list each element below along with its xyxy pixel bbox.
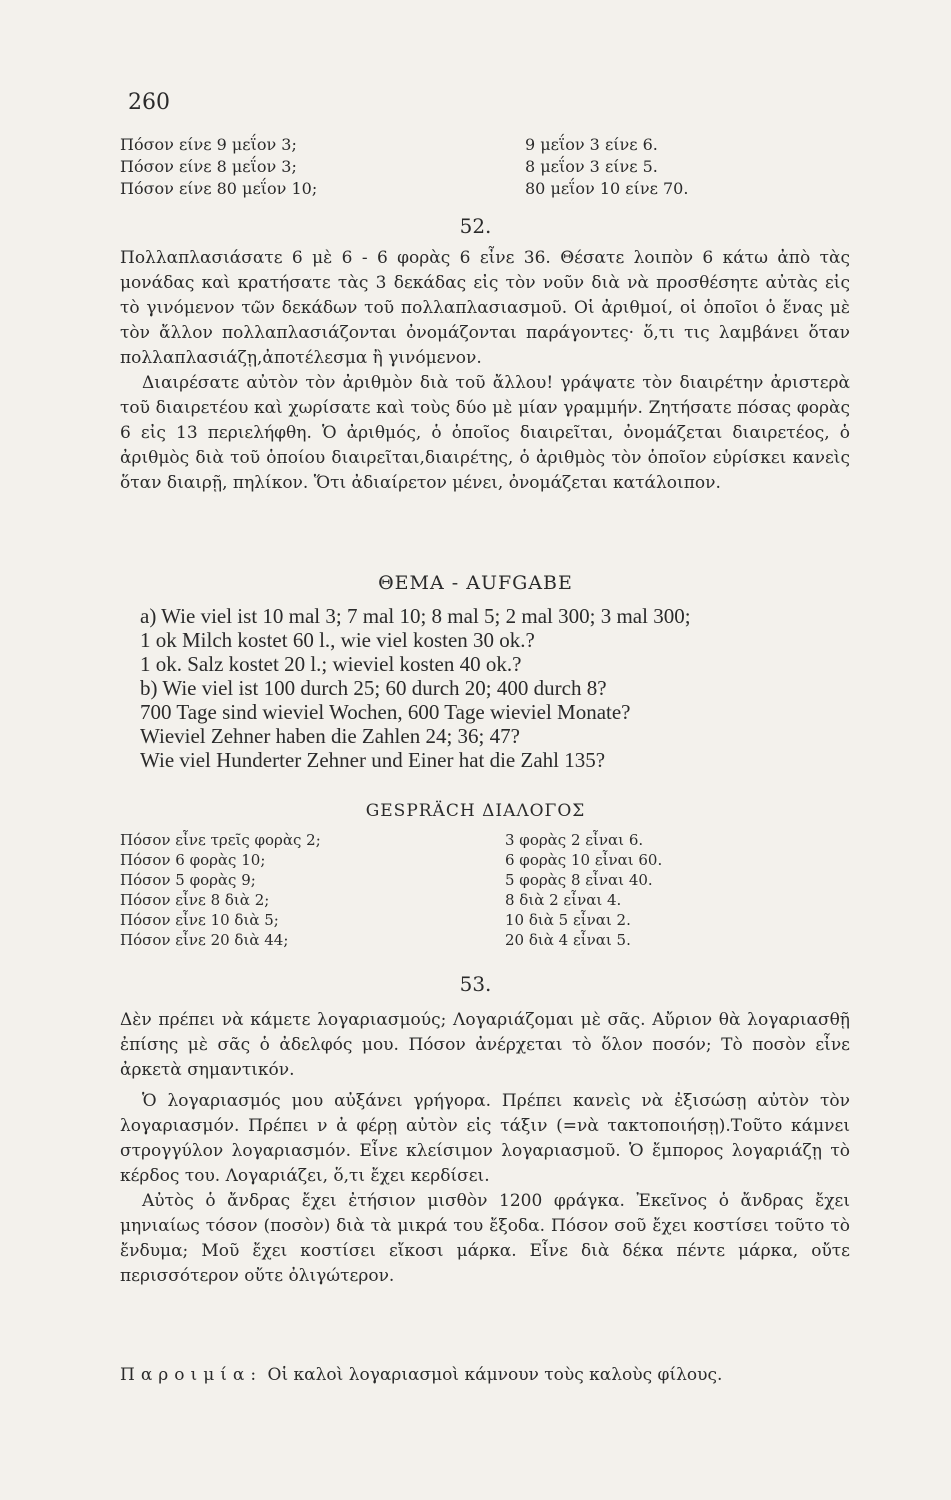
paragraph: Ὁ λογαριασμός μου αὐξάνει γρήγορα. Πρέπει κανεὶς νὰ ἐξισώσῃ αὐτὸν τὸν λογαριασμόν. Πρέπει ν ἀ φέρῃ αὐτὸν εἰς τάξιν (=νὰ τακτοποιήσῃ).Τοῦτο κάμνει στρογγύλον λογαριασμόν. Εἶνε κλείσιμον λογαριασμοῦ. Ὁ ἔμπορος λογαριάζῃ τὸ κέρδος του. Λογαριάζει, ὅ,τι ἔχει κερδίσει. [120, 1091, 850, 1186]
dialog-row [120, 930, 760, 950]
section-number-53: 53. [459, 972, 492, 996]
aufgabe-line: 1 ok Milch kostet 60 l., wie viel kosten 30 ok.? [140, 628, 535, 652]
dialog-row [120, 830, 760, 850]
exercise-row [120, 156, 720, 178]
dialog-question: Πόσον 5 φορὰς 9; [120, 871, 256, 889]
dialog-question: Πόσον εἶνε 10 διὰ 5; [120, 911, 279, 929]
proverb-text: Οἱ καλοὶ λογαριασμοὶ κάμνουν τοὺς καλοὺς φίλους. [267, 1365, 723, 1385]
dialog-row [120, 910, 760, 930]
section-52-text [120, 246, 850, 496]
dialog-row [120, 870, 760, 890]
thema-heading: ΘΕΜΑ - AUFGABE [378, 572, 573, 594]
aufgabe-line: Wie viel Hunderter Zehner und Einer hat die Zahl 135? [140, 748, 606, 772]
exercise-answer: 8 μεΐον 3 είνε 5. [525, 157, 658, 176]
proverb [120, 1365, 722, 1385]
dialog-question: Πόσον 6 φορὰς 10; [120, 851, 266, 869]
paragraph: Αὐτὸς ὁ ἄνδρας ἔχει ἐτήσιον μισθὸν 1200 φράγκα. Ἐκεῖνος ὁ ἄνδρας ἔχει μηνιαίως τόσον (ποσὸν) διὰ τὰ μικρά του ἔξοδα. Πόσον σοῦ ἔχει κοστίσει τοῦτο τὸ ἔνδυμα; Μοῦ ἔχει κοστίσει εἴκοσι μάρκα. Εἶνε διὰ δέκα πέντε μάρκα, οὔτε περισσότερον οὔτε ὀλιγώτερον. [120, 1191, 850, 1286]
exercise-question: Πόσον είνε 8 μεΐον 3; [120, 157, 297, 176]
dialog-answer: 5 φορὰς 8 εἶναι 40. [505, 871, 653, 889]
dialog-answer: 10 διὰ 5 εἶναι 2. [505, 911, 631, 929]
section-53-text [120, 1008, 850, 1289]
dialog-question: Πόσον εἶνε τρεῖς φορὰς 2; [120, 831, 321, 849]
dialog-question: Πόσον εἶνε 8 διὰ 2; [120, 891, 270, 909]
dialog-answer: 3 φορὰς 2 εἶναι 6. [505, 831, 644, 849]
aufgabe-line: 700 Tage sind wieviel Wochen, 600 Tage wieviel Monate? [140, 700, 631, 724]
exercise-row [120, 178, 720, 200]
dialog-exercises [120, 830, 760, 950]
aufgabe-line: 1 ok. Salz kostet 20 l.; wieviel kosten 40 ok.? [140, 652, 522, 676]
dialog-row [120, 890, 760, 910]
section-number-52: 52. [459, 214, 492, 238]
aufgabe-line: a) Wie viel ist 10 mal 3; 7 mal 10; 8 mal 5; 2 mal 300; 3 mal 300; [140, 604, 691, 628]
dialog-heading: GESPRÄCH ΔΙΑΛΟΓΟΣ [365, 801, 586, 821]
exercise-answer: 9 μεΐον 3 είνε 6. [525, 135, 658, 154]
proverb-label: Παροιμία: [120, 1365, 263, 1385]
paragraph: Διαιρέσατε αὐτὸν τὸν ἀριθμὸν διὰ τοῦ ἄλλου! γράψατε τὸν διαιρέτην ἀριστερὰ τοῦ διαιρετέου καὶ χωρίσατε καὶ τοὺς δύο μὲ μίαν γραμμήν. Ζητήσατε πόσας φορὰς 6 εἰς 13 περιελήφθη. Ὁ ἀριθμός, ὁ ὁποῖος διαιρεῖται, ὀνομάζεται διαιρετέος, ὁ ἀριθμὸς διὰ τοῦ ὁποίου διαιρεῖται,διαιρέτης, ὁ ἀριθμὸς τὸν ὁποῖον εὑρίσκει κανεὶς ὅταν διαιρῇ, πηλίκον. Ὅτι ἀδιαίρετον μένει, ὀνομάζεται κατάλοιπον. [120, 373, 850, 493]
dialog-answer: 8 διὰ 2 εἶναι 4. [505, 891, 622, 909]
aufgabe-list [140, 604, 860, 772]
page-number: 260 [128, 90, 170, 115]
dialog-answer: 6 φορὰς 10 εἶναι 60. [505, 851, 663, 869]
exercise-question: Πόσον είνε 9 μεΐον 3; [120, 135, 297, 154]
aufgabe-line: Wieviel Zehner haben die Zahlen 24; 36; 47? [140, 724, 520, 748]
dialog-question: Πόσον εἶνε 20 διὰ 44; [120, 931, 289, 949]
subtraction-exercises [120, 134, 720, 200]
dialog-row [120, 850, 760, 870]
aufgabe-line: b) Wie viel ist 100 durch 25; 60 durch 20; 400 durch 8? [140, 676, 607, 700]
exercise-question: Πόσον είνε 80 μεΐον 10; [120, 179, 318, 198]
exercise-row [120, 134, 720, 156]
paragraph: Πολλαπλασιάσατε 6 μὲ 6 - 6 φορὰς 6 εἶνε 36. Θέσατε λοιπὸν 6 κάτω ἀπὸ τὰς μονάδας καὶ κρατήσατε τὰς 3 δεκάδας εἰς τὸν νοῦν διὰ νὰ προσθέσητε αὐτὰς εἰς τὸ γινόμενον τῶν δεκάδων τοῦ πολλαπλασιασμοῦ. Οἱ ἀριθμοί, οἱ ὁποῖοι ὁ ἕνας μὲ τὸν ἄλλον πολλαπλασιάζονται ὀνομάζονται παράγοντες· ὅ,τι τις λαμβάνει ὅταν πολλαπλασιάζῃ,ἀποτέλεσμα ἢ γινόμενον. [120, 248, 850, 368]
paragraph: Δὲν πρέπει νὰ κάμετε λογαριασμούς; Λογαριάζομαι μὲ σᾶς. Αὔριον θὰ λογαριασθῇ ἐπίσης μὲ σᾶς ὁ ἀδελφός μου. Πόσον ἀνέρχεται τὸ ὅλον ποσόν; Τὸ ποσὸν εἶνε ἀρκετὰ σημαντικόν. [120, 1010, 850, 1080]
dialog-answer: 20 διὰ 4 εἶναι 5. [505, 931, 631, 949]
exercise-answer: 80 μεΐον 10 είνε 70. [525, 179, 689, 198]
